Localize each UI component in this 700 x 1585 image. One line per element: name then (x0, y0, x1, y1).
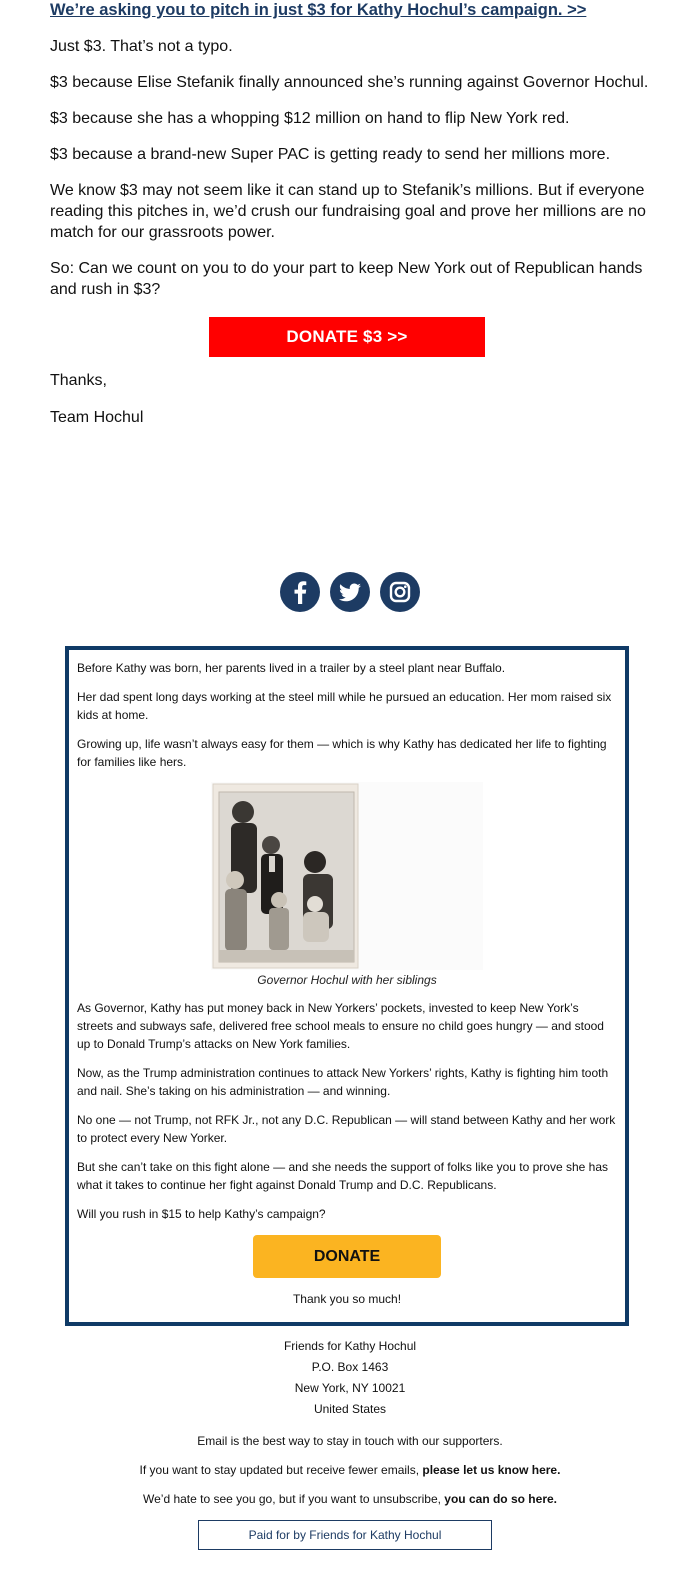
email-body (50, 0, 650, 426)
fewer-emails-text: If you want to stay updated but receive fewer emails, (139, 1463, 423, 1477)
address-line-1: Friends for Kathy Hochul (283, 1339, 417, 1353)
bio-paragraph-3: Growing up, life wasn’t always easy for them — which is why Kathy has dedicated her life to fighting for families like hers. (77, 737, 607, 769)
signature: Team Hochul (50, 409, 144, 426)
paragraph-6: So: Can we count on you to do your part to keep New York out of Republican hands and rush in $3? (50, 260, 643, 298)
fewer-emails-line (0, 1461, 700, 1479)
bio-paragraph-1: Before Kathy was born, her parents lived in a trailer by a steel plant near Buffalo. (77, 661, 506, 675)
paragraph-2: $3 because Elise Stefanik finally announced she’s running against Governor Hochul. (50, 74, 649, 91)
paragraph-1: Just $3. That’s not a typo. (50, 38, 233, 55)
unsubscribe-link[interactable]: you can do so here. (444, 1492, 557, 1506)
bio-paragraph-2: Her dad spent long days working at the steel mill while he pursued an education. Her mom raised six kids at home. (77, 690, 612, 722)
fewer-emails-link[interactable]: please let us know here. (422, 1463, 561, 1477)
bio-paragraph-8: Will you rush in $15 to help Kathy’s campaign? (77, 1207, 326, 1221)
paragraph-5: We know $3 may not seem like it can stand up to Stefanik’s millions. But if everyone reading this pitches in, we’d crush our fundraising goal and prove her millions are no match for our grassroots power. (50, 182, 646, 241)
photo-caption: Governor Hochul with her siblings (257, 973, 437, 987)
unsubscribe-line (0, 1490, 700, 1508)
instagram-icon[interactable] (380, 572, 420, 612)
bio-paragraph-6: No one — not Trump, not RFK Jr., not any D.C. Republican — will stand between Kathy and her work to protect every New Yorker. (77, 1113, 616, 1145)
address-line-4: United States (313, 1402, 387, 1416)
top-pitch-link[interactable]: We’re asking you to pitch in just $3 for Kathy Hochul’s campaign. >> (50, 1, 587, 19)
footer (0, 1336, 700, 1508)
donate-3-button[interactable]: DONATE $3 >> (209, 317, 485, 357)
paragraph-3: $3 because she has a whopping $12 million on hand to flip New York red. (50, 110, 570, 127)
social-links (0, 572, 700, 612)
address-line-2: P.O. Box 1463 (311, 1360, 389, 1374)
bio-box (65, 646, 629, 1326)
facebook-icon[interactable] (280, 572, 320, 612)
stay-in-touch-text: Email is the best way to stay in touch with our supporters. (197, 1434, 503, 1448)
thank-you-text: Thank you so much! (292, 1292, 402, 1306)
paragraph-4: $3 because a brand-new Super PAC is getting ready to send her millions more. (50, 146, 611, 163)
bio-paragraph-7: But she can’t take on this fight alone — and she needs the support of folks like you to prove she has what it takes to continue her fight against Donald Trump and D.C. Republicans. (77, 1160, 608, 1192)
family-photo (211, 782, 483, 970)
paid-for-by-box: Paid for by Friends for Kathy Hochul (198, 1520, 492, 1550)
bio-paragraph-4: As Governor, Kathy has put money back in New Yorkers’ pockets, invested to keep New York’s streets and subways safe, delivered free school meals to ensure no child goes hungry — and stood up to Donald Trump’s attacks on New York families. (77, 1001, 604, 1051)
unsubscribe-text: We’d hate to see you go, but if you want to unsubscribe, (143, 1492, 445, 1506)
signoff: Thanks, (50, 372, 107, 389)
twitter-icon[interactable] (330, 572, 370, 612)
donate-button[interactable]: DONATE (253, 1235, 441, 1278)
mailing-address (0, 1336, 700, 1420)
address-line-3: New York, NY 10021 (294, 1381, 406, 1395)
bio-paragraph-5: Now, as the Trump administration continues to attack New Yorkers’ rights, Kathy is fighting him tooth and nail. She’s taking on his administration — and winning. (77, 1066, 609, 1098)
